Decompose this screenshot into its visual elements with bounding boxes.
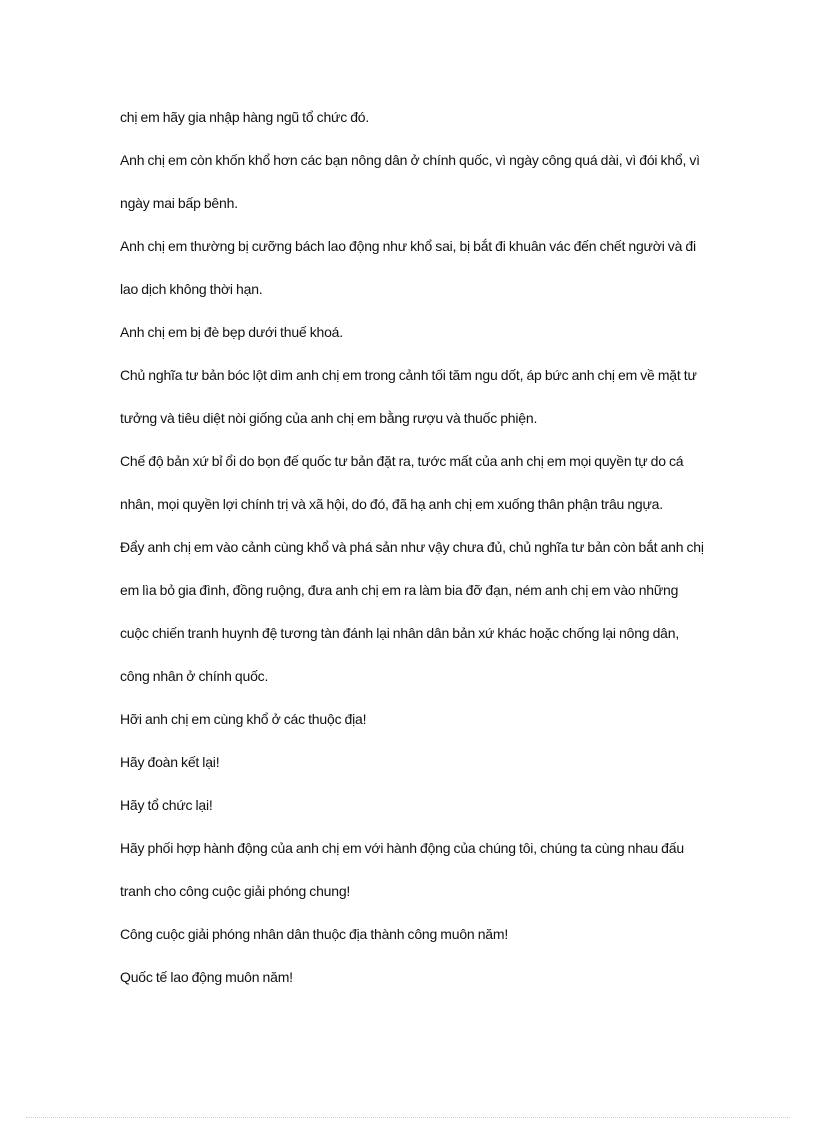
paragraph: Hãy tổ chức lại! [120,797,213,813]
paragraph: Quốc tế lao động muôn năm! [120,969,293,985]
paragraph: Chủ nghĩa tư bản bóc lột dìm anh chị em trong cảnh tối tăm ngu dốt, áp bức anh chị em về mặt tư tưởng và tiêu diệt nòi giống của anh chị em bằng rượu và thuốc phiện. [120,367,697,426]
paragraph: Hỡi anh chị em cùng khổ ở các thuộc địa! [120,711,367,727]
paragraph: Anh chị em bị đè bẹp dưới thuế khoá. [120,324,343,340]
paragraph: Hãy phối hợp hành động của anh chị em với hành động của chúng tôi, chúng ta cùng nhau đấu tranh cho công cuộc giải phóng chung! [120,840,684,899]
page-bottom-divider [26,1117,790,1118]
document-body [120,96,710,999]
paragraph: Đẩy anh chị em vào cảnh cùng khổ và phá sản như vậy chưa đủ, chủ nghĩa tư bản còn bắt anh chị em lìa bỏ gia đình, đồng ruộng, đưa anh chị em ra làm bia đỡ đạn, ném anh chị em vào những cuộc chiến tranh huynh đệ tương tàn đánh lại nhân dân bản xứ khác hoặc chống lại nông dân, công nhân ở chính quốc. [120,539,704,684]
paragraph: Chế độ bản xứ bỉ ổi do bọn đế quốc tư bản đặt ra, tước mất của anh chị em mọi quyền tự do cá nhân, mọi quyền lợi chính trị và xã hội, do đó, đã hạ anh chị em xuống thân phận trâu ngựa. [120,453,684,512]
paragraph: Anh chị em còn khốn khổ hơn các bạn nông dân ở chính quốc, vì ngày công quá dài, vì đói khổ, vì ngày mai bấp bênh. [120,152,700,211]
paragraph: Hãy đoàn kết lại! [120,754,220,770]
paragraph: chị em hãy gia nhập hàng ngũ tổ chức đó. [120,109,370,125]
paragraph: Công cuộc giải phóng nhân dân thuộc địa thành công muôn năm! [120,926,509,942]
paragraph: Anh chị em thường bị cưỡng bách lao động như khổ sai, bị bắt đi khuân vác đến chết người và đi lao dịch không thời hạn. [120,238,696,297]
